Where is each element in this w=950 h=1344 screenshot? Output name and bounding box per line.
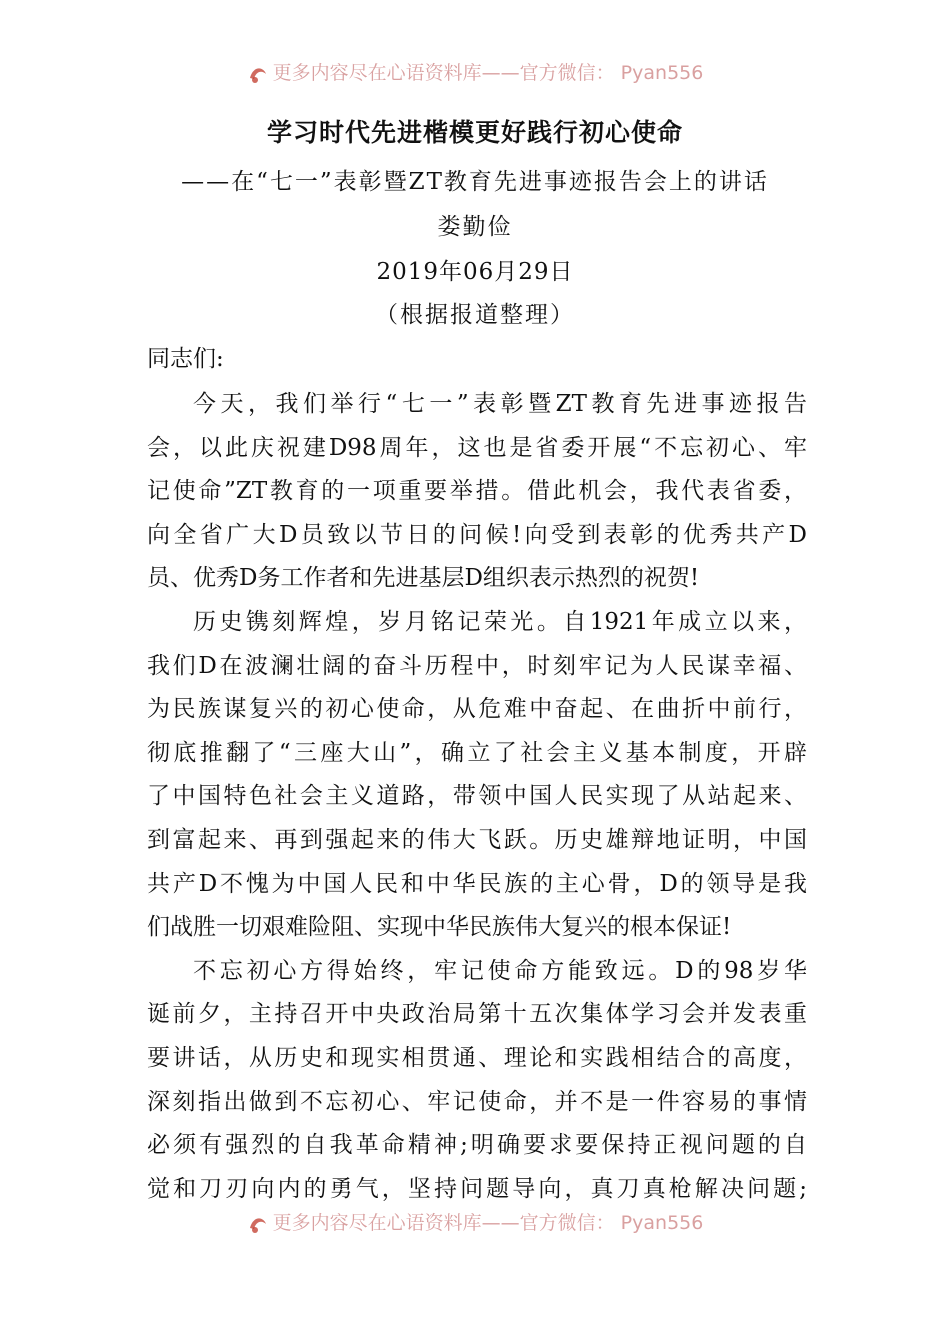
document-subtitle: ——在“七一”表彰暨ZT教育先进事迹报告会上的讲话 — [181, 169, 769, 195]
document-date: 2019年06月29日 — [376, 259, 574, 285]
text-line: 今天，我们举行“七一”表彰暨ZT教育先进事迹报告 — [193, 391, 807, 417]
text-line: 们战胜一切艰难险阻、实现中华民族伟大复兴的根本保证! — [147, 914, 732, 941]
document-note: （根据报道整理） — [375, 302, 575, 328]
salutation: 同志们: — [147, 346, 224, 372]
footer-watermark-text: 更多内容尽在心语资料库——官方微信： Pyan556 — [272, 1212, 704, 1234]
text-line: 为民族谋复兴的初心使命，从危难中奋起、在曲折中前行， — [147, 696, 807, 723]
text-line: 必须有强烈的自我革命精神;明确要求要保持正视问题的自 — [147, 1132, 807, 1159]
text-line: 到富起来、再到强起来的伟大飞跃。历史雄辩地证明，中国 — [147, 826, 807, 853]
text-line: 了中国特色社会主义道路，带领中国人民实现了从站起来、 — [147, 783, 807, 810]
text-line: 不忘初心方得始终，牢记使命方能致远。D的98岁华 — [193, 957, 807, 984]
document-author: 娄勤俭 — [437, 214, 513, 240]
text-line: 彻底推翻了“三座大山”，确立了社会主义基本制度，开辟 — [147, 739, 807, 766]
footer-watermark — [0, 1208, 950, 1235]
header-watermark — [0, 58, 950, 85]
text-line: 要讲话，从历史和现实相贯通、理论和实践相结合的高度， — [147, 1044, 807, 1071]
text-line: 向全省广大D员致以节日的问候!向受到表彰的优秀共产D — [147, 521, 807, 548]
text-line: 深刻指出做到不忘初心、牢记使命，并不是一件容易的事情 — [147, 1088, 807, 1115]
text-line: 记使命”ZT教育的一项重要举措。借此机会，我代表省委， — [147, 478, 807, 505]
text-line: 会，以此庆祝建D98周年，这也是省委开展“不忘初心、牢 — [147, 434, 807, 461]
text-line: 诞前夕，主持召开中央政治局第十五次集体学习会并发表重 — [147, 1001, 807, 1028]
text-line: 共产D不愧为中国人民和中华民族的主心骨，D的领导是我 — [147, 870, 807, 897]
text-line: 我们D在波澜壮阔的奋斗历程中，时刻牢记为人民谋幸福、 — [147, 652, 807, 679]
watermark-logo-icon — [247, 64, 269, 84]
text-line: 员、优秀D务工作者和先进基层D组织表示热烈的祝贺! — [147, 565, 700, 592]
text-line: 历史镌刻辉煌，岁月铭记荣光。自1921年成立以来， — [193, 608, 807, 635]
header-watermark-text: 更多内容尽在心语资料库——官方微信： Pyan556 — [272, 62, 704, 84]
speech-body — [147, 383, 807, 1211]
watermark-logo-icon — [247, 1214, 269, 1234]
document-title: 学习时代先进楷模更好践行初心使命 — [266, 118, 683, 147]
text-line: 觉和刀刃向内的勇气，坚持问题导向，真刀真枪解决问题; — [147, 1175, 807, 1202]
